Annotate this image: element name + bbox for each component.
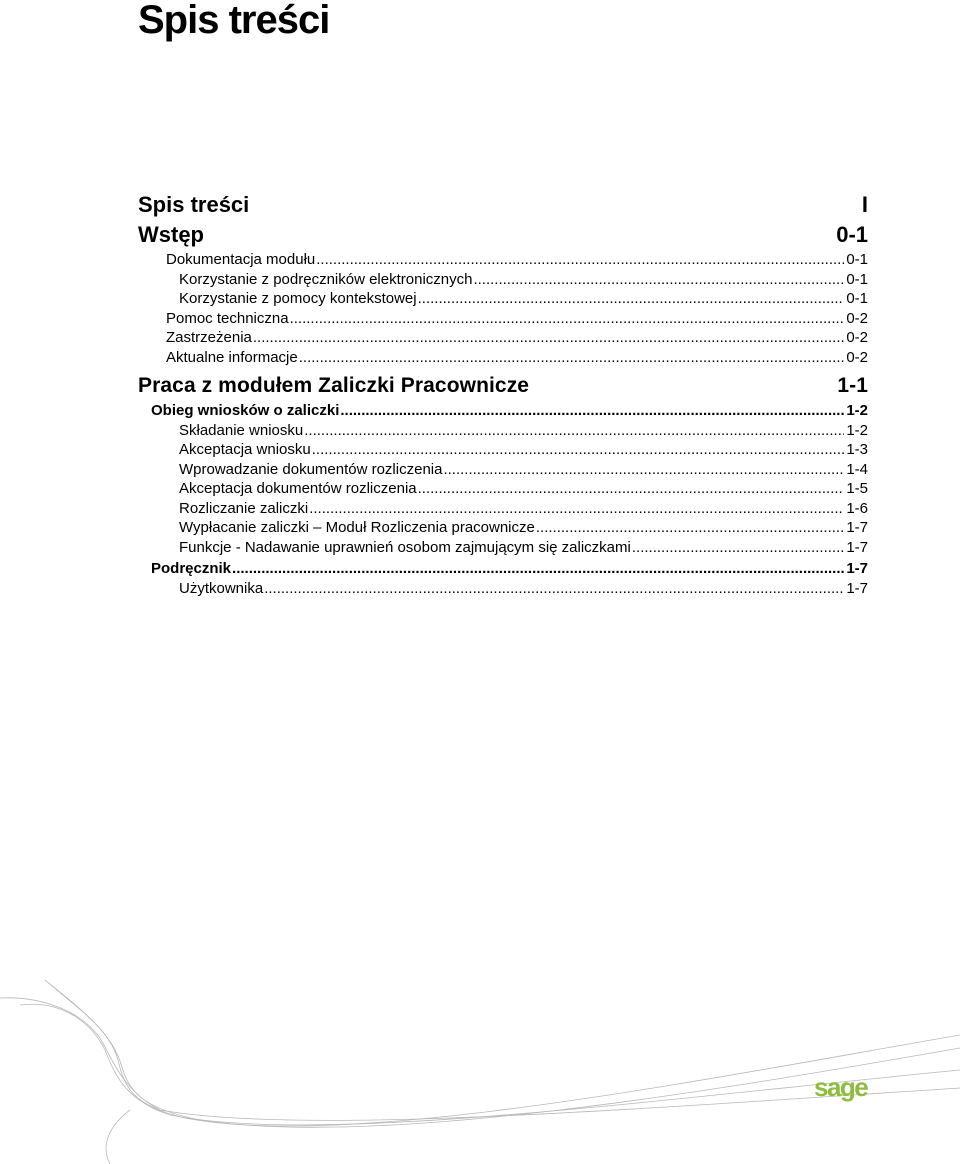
sage-logo [812, 1072, 874, 1106]
toc-chapter-label: Praca z modułem Zaliczki Pracownicze [138, 374, 530, 397]
toc-chapter-intro[interactable] [138, 220, 868, 250]
toc-entry-akceptacja-dokumentow[interactable]: Akceptacja dokumentów rozliczenia ..... 1-5 [138, 479, 868, 499]
toc-entry-uzytkownika[interactable]: Użytkownika ..... 1-7 [138, 579, 868, 599]
table-of-contents [138, 190, 868, 598]
toc-entry-akceptacja-wniosku[interactable]: Akceptacja wniosku ..... 1-3 [138, 440, 868, 460]
toc-entry-skladanie-wniosku[interactable]: Składanie wniosku ..... 1-2 [138, 421, 868, 441]
toc-entry-zastrzezenia[interactable]: Zastrzeżenia ..... 0-2 [138, 328, 868, 348]
toc-entry-rozliczanie-zaliczki[interactable]: Rozliczanie zaliczki ..... 1-6 [138, 499, 868, 519]
toc-entry-pomoc-kontekstowa[interactable]: Korzystanie z pomocy kontekstowej ..... 0-1 [138, 289, 868, 309]
toc-entry-dokumentacja[interactable]: Dokumentacja modułu ..... 0-1 [138, 250, 868, 270]
toc-chapter-page: 1-1 [837, 374, 868, 397]
toc-chapter-page: 0-1 [836, 222, 868, 247]
toc-entry-wyplacanie-zaliczki[interactable]: Wypłacanie zaliczki – Moduł Rozliczenia pracownicze ..... 1-7 [138, 518, 868, 538]
toc-group-podrecznik[interactable]: Podręcznik ..... 1-7 [138, 559, 868, 579]
decorative-wave-lines [0, 960, 960, 1164]
toc-group-obieg-wnioskow[interactable]: Obieg wniosków o zaliczki ..... 1-2 [138, 401, 868, 421]
toc-entry-nadawanie-uprawnien[interactable]: Funkcje - Nadawanie uprawnień osobom zajmującym się zaliczkami ..... 1-7 [138, 538, 868, 558]
toc-entry-wprowadzanie-dokumentow[interactable]: Wprowadzanie dokumentów rozliczenia ..... 1-4 [138, 460, 868, 480]
svg-text:sage: sage [814, 1072, 868, 1102]
toc-chapter-label: Wstęp [138, 222, 204, 247]
toc-heading-page: I [861, 192, 868, 217]
page-title: Spis treści [138, 0, 330, 42]
toc-entry-pomoc-techniczna[interactable]: Pomoc techniczna ..... 0-2 [138, 309, 868, 329]
toc-chapter-1[interactable] [138, 371, 868, 401]
toc-entry-podreczniki[interactable]: Korzystanie z podręczników elektronicznych ..... 0-1 [138, 270, 868, 290]
toc-heading[interactable] [138, 190, 868, 220]
toc-heading-label: Spis treści [138, 192, 250, 217]
toc-entry-aktualne-informacje[interactable]: Aktualne informacje ..... 0-2 [138, 348, 868, 368]
